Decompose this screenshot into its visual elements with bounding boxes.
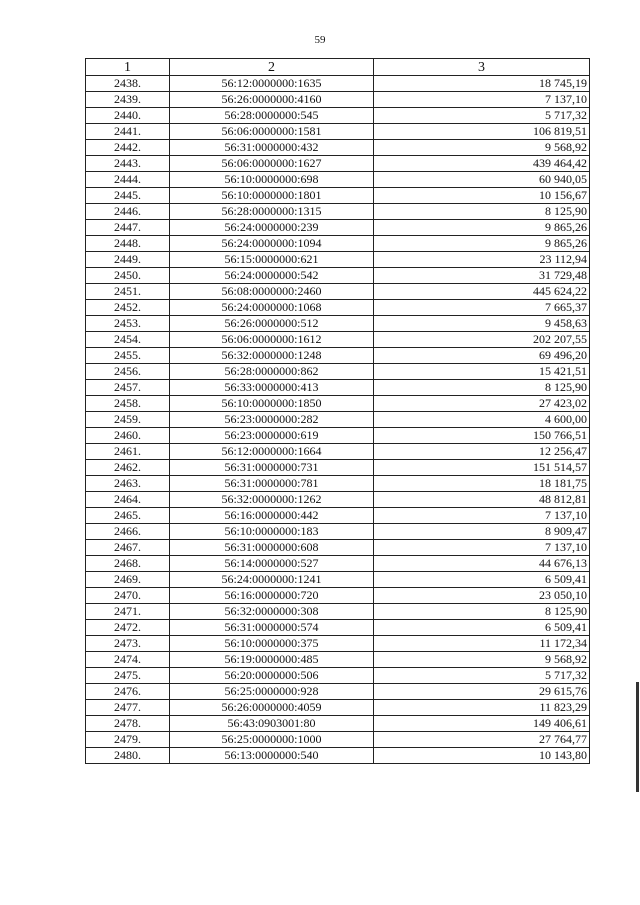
table-row (86, 284, 590, 300)
cadastral-number: 56:32:0000000:308 (170, 604, 374, 620)
row-number: 2451. (86, 284, 170, 300)
row-value: 439 464,42 (374, 156, 590, 172)
row-number: 2470. (86, 588, 170, 604)
cadastral-number: 56:28:0000000:545 (170, 108, 374, 124)
table-row (86, 236, 590, 252)
row-value: 60 940,05 (374, 172, 590, 188)
table-row (86, 108, 590, 124)
row-value: 5 717,32 (374, 108, 590, 124)
row-value: 6 509,41 (374, 620, 590, 636)
row-value: 44 676,13 (374, 556, 590, 572)
cadastral-number: 56:19:0000000:485 (170, 652, 374, 668)
row-number: 2474. (86, 652, 170, 668)
row-number: 2450. (86, 268, 170, 284)
cadastral-number: 56:26:0000000:512 (170, 316, 374, 332)
cadastral-number: 56:14:0000000:527 (170, 556, 374, 572)
row-value: 6 509,41 (374, 572, 590, 588)
row-number: 2454. (86, 332, 170, 348)
table-row (86, 572, 590, 588)
table-row (86, 492, 590, 508)
row-value: 8 909,47 (374, 524, 590, 540)
cadastral-number: 56:08:0000000:2460 (170, 284, 374, 300)
row-value: 5 717,32 (374, 668, 590, 684)
cadastral-number: 56:24:0000000:1094 (170, 236, 374, 252)
table-row (86, 636, 590, 652)
table-row (86, 684, 590, 700)
row-value: 9 458,63 (374, 316, 590, 332)
row-value: 150 766,51 (374, 428, 590, 444)
row-number: 2465. (86, 508, 170, 524)
cadastral-number: 56:16:0000000:720 (170, 588, 374, 604)
table-row (86, 540, 590, 556)
cadastral-number: 56:24:0000000:239 (170, 220, 374, 236)
table-header (86, 59, 590, 76)
table-row (86, 588, 590, 604)
row-number: 2464. (86, 492, 170, 508)
row-number: 2478. (86, 716, 170, 732)
row-number: 2466. (86, 524, 170, 540)
row-value: 10 143,80 (374, 748, 590, 764)
row-value: 31 729,48 (374, 268, 590, 284)
cadastral-number: 56:23:0000000:619 (170, 428, 374, 444)
table-row (86, 604, 590, 620)
row-number: 2444. (86, 172, 170, 188)
table-row (86, 748, 590, 764)
table-row (86, 300, 590, 316)
cadastral-number: 56:06:0000000:1627 (170, 156, 374, 172)
row-number: 2467. (86, 540, 170, 556)
cadastral-number: 56:12:0000000:1635 (170, 76, 374, 92)
table-row (86, 508, 590, 524)
row-value: 23 050,10 (374, 588, 590, 604)
table-row (86, 76, 590, 92)
row-value: 10 156,67 (374, 188, 590, 204)
row-value: 18 745,19 (374, 76, 590, 92)
row-number: 2453. (86, 316, 170, 332)
table-body (86, 76, 590, 764)
table-row (86, 652, 590, 668)
row-value: 4 600,00 (374, 412, 590, 428)
cadastral-number: 56:24:0000000:1068 (170, 300, 374, 316)
table-row (86, 444, 590, 460)
row-value: 151 514,57 (374, 460, 590, 476)
row-number: 2479. (86, 732, 170, 748)
row-number: 2461. (86, 444, 170, 460)
cadastral-number: 56:10:0000000:1850 (170, 396, 374, 412)
table-row (86, 476, 590, 492)
table-row (86, 716, 590, 732)
table-row (86, 316, 590, 332)
table-row (86, 92, 590, 108)
row-number: 2439. (86, 92, 170, 108)
row-value: 7 137,10 (374, 92, 590, 108)
table-row (86, 268, 590, 284)
row-value: 69 496,20 (374, 348, 590, 364)
cadastral-number: 56:10:0000000:183 (170, 524, 374, 540)
header-col-1: 1 (86, 59, 170, 76)
row-value: 445 624,22 (374, 284, 590, 300)
cadastral-number: 56:26:0000000:4160 (170, 92, 374, 108)
table-row (86, 732, 590, 748)
row-number: 2447. (86, 220, 170, 236)
table-row (86, 124, 590, 140)
row-value: 7 137,10 (374, 508, 590, 524)
cadastral-number: 56:16:0000000:442 (170, 508, 374, 524)
cadastral-number: 56:33:0000000:413 (170, 380, 374, 396)
row-value: 149 406,61 (374, 716, 590, 732)
header-row (86, 59, 590, 76)
table-row (86, 252, 590, 268)
cadastral-number: 56:31:0000000:432 (170, 140, 374, 156)
table-row (86, 204, 590, 220)
cadastral-number: 56:28:0000000:862 (170, 364, 374, 380)
row-value: 8 125,90 (374, 380, 590, 396)
row-number: 2459. (86, 412, 170, 428)
cadastral-number: 56:25:0000000:1000 (170, 732, 374, 748)
row-number: 2457. (86, 380, 170, 396)
header-col-3: 3 (374, 59, 590, 76)
row-number: 2468. (86, 556, 170, 572)
cadastral-number: 56:31:0000000:574 (170, 620, 374, 636)
cadastral-number: 56:24:0000000:542 (170, 268, 374, 284)
table-row (86, 140, 590, 156)
row-value: 29 615,76 (374, 684, 590, 700)
table-row (86, 332, 590, 348)
row-value: 106 819,51 (374, 124, 590, 140)
row-value: 9 568,92 (374, 140, 590, 156)
table-row (86, 156, 590, 172)
row-number: 2469. (86, 572, 170, 588)
row-value: 9 568,92 (374, 652, 590, 668)
row-number: 2445. (86, 188, 170, 204)
cadastral-number: 56:32:0000000:1262 (170, 492, 374, 508)
cadastral-number: 56:12:0000000:1664 (170, 444, 374, 460)
cadastral-number: 56:24:0000000:1241 (170, 572, 374, 588)
cadastral-number: 56:15:0000000:621 (170, 252, 374, 268)
row-value: 23 112,94 (374, 252, 590, 268)
row-value: 8 125,90 (374, 204, 590, 220)
row-value: 7 137,10 (374, 540, 590, 556)
row-number: 2438. (86, 76, 170, 92)
table-row (86, 556, 590, 572)
row-value: 202 207,55 (374, 332, 590, 348)
row-value: 27 764,77 (374, 732, 590, 748)
page-number: 59 (314, 34, 326, 46)
row-value: 11 823,29 (374, 700, 590, 716)
table-row (86, 412, 590, 428)
row-value: 8 125,90 (374, 604, 590, 620)
table-row (86, 348, 590, 364)
row-number: 2452. (86, 300, 170, 316)
row-number: 2442. (86, 140, 170, 156)
row-number: 2458. (86, 396, 170, 412)
cadastral-number: 56:32:0000000:1248 (170, 348, 374, 364)
row-value: 18 181,75 (374, 476, 590, 492)
header-col-2: 2 (170, 59, 374, 76)
table-row (86, 620, 590, 636)
row-number: 2440. (86, 108, 170, 124)
row-number: 2455. (86, 348, 170, 364)
row-number: 2477. (86, 700, 170, 716)
row-number: 2475. (86, 668, 170, 684)
table-row (86, 172, 590, 188)
row-number: 2449. (86, 252, 170, 268)
cadastral-number: 56:20:0000000:506 (170, 668, 374, 684)
cadastral-number: 56:31:0000000:781 (170, 476, 374, 492)
cadastral-number: 56:10:0000000:375 (170, 636, 374, 652)
cadastral-number: 56:25:0000000:928 (170, 684, 374, 700)
row-value: 7 665,37 (374, 300, 590, 316)
cadastral-number: 56:13:0000000:540 (170, 748, 374, 764)
row-number: 2471. (86, 604, 170, 620)
row-number: 2448. (86, 236, 170, 252)
row-value: 48 812,81 (374, 492, 590, 508)
table-row (86, 396, 590, 412)
row-number: 2472. (86, 620, 170, 636)
cadastral-table (85, 58, 590, 764)
table-row (86, 364, 590, 380)
row-number: 2480. (86, 748, 170, 764)
cadastral-number: 56:28:0000000:1315 (170, 204, 374, 220)
row-value: 9 865,26 (374, 220, 590, 236)
row-number: 2462. (86, 460, 170, 476)
table-row (86, 188, 590, 204)
table-row (86, 524, 590, 540)
table-row (86, 668, 590, 684)
row-number: 2463. (86, 476, 170, 492)
cadastral-number: 56:23:0000000:282 (170, 412, 374, 428)
row-value: 12 256,47 (374, 444, 590, 460)
table-row (86, 380, 590, 396)
row-number: 2456. (86, 364, 170, 380)
row-number: 2476. (86, 684, 170, 700)
cadastral-number: 56:26:0000000:4059 (170, 700, 374, 716)
table-row (86, 700, 590, 716)
row-value: 11 172,34 (374, 636, 590, 652)
cadastral-number: 56:43:0903001:80 (170, 716, 374, 732)
cadastral-number: 56:31:0000000:608 (170, 540, 374, 556)
cadastral-number: 56:06:0000000:1581 (170, 124, 374, 140)
row-value: 15 421,51 (374, 364, 590, 380)
cadastral-number: 56:31:0000000:731 (170, 460, 374, 476)
table-row (86, 220, 590, 236)
row-number: 2446. (86, 204, 170, 220)
cadastral-number: 56:10:0000000:1801 (170, 188, 374, 204)
row-number: 2460. (86, 428, 170, 444)
row-value: 9 865,26 (374, 236, 590, 252)
row-value: 27 423,02 (374, 396, 590, 412)
cadastral-number: 56:10:0000000:698 (170, 172, 374, 188)
row-number: 2443. (86, 156, 170, 172)
table-row (86, 460, 590, 476)
cadastral-number: 56:06:0000000:1612 (170, 332, 374, 348)
row-number: 2473. (86, 636, 170, 652)
row-number: 2441. (86, 124, 170, 140)
page-edge-mark (636, 682, 639, 792)
table-row (86, 428, 590, 444)
